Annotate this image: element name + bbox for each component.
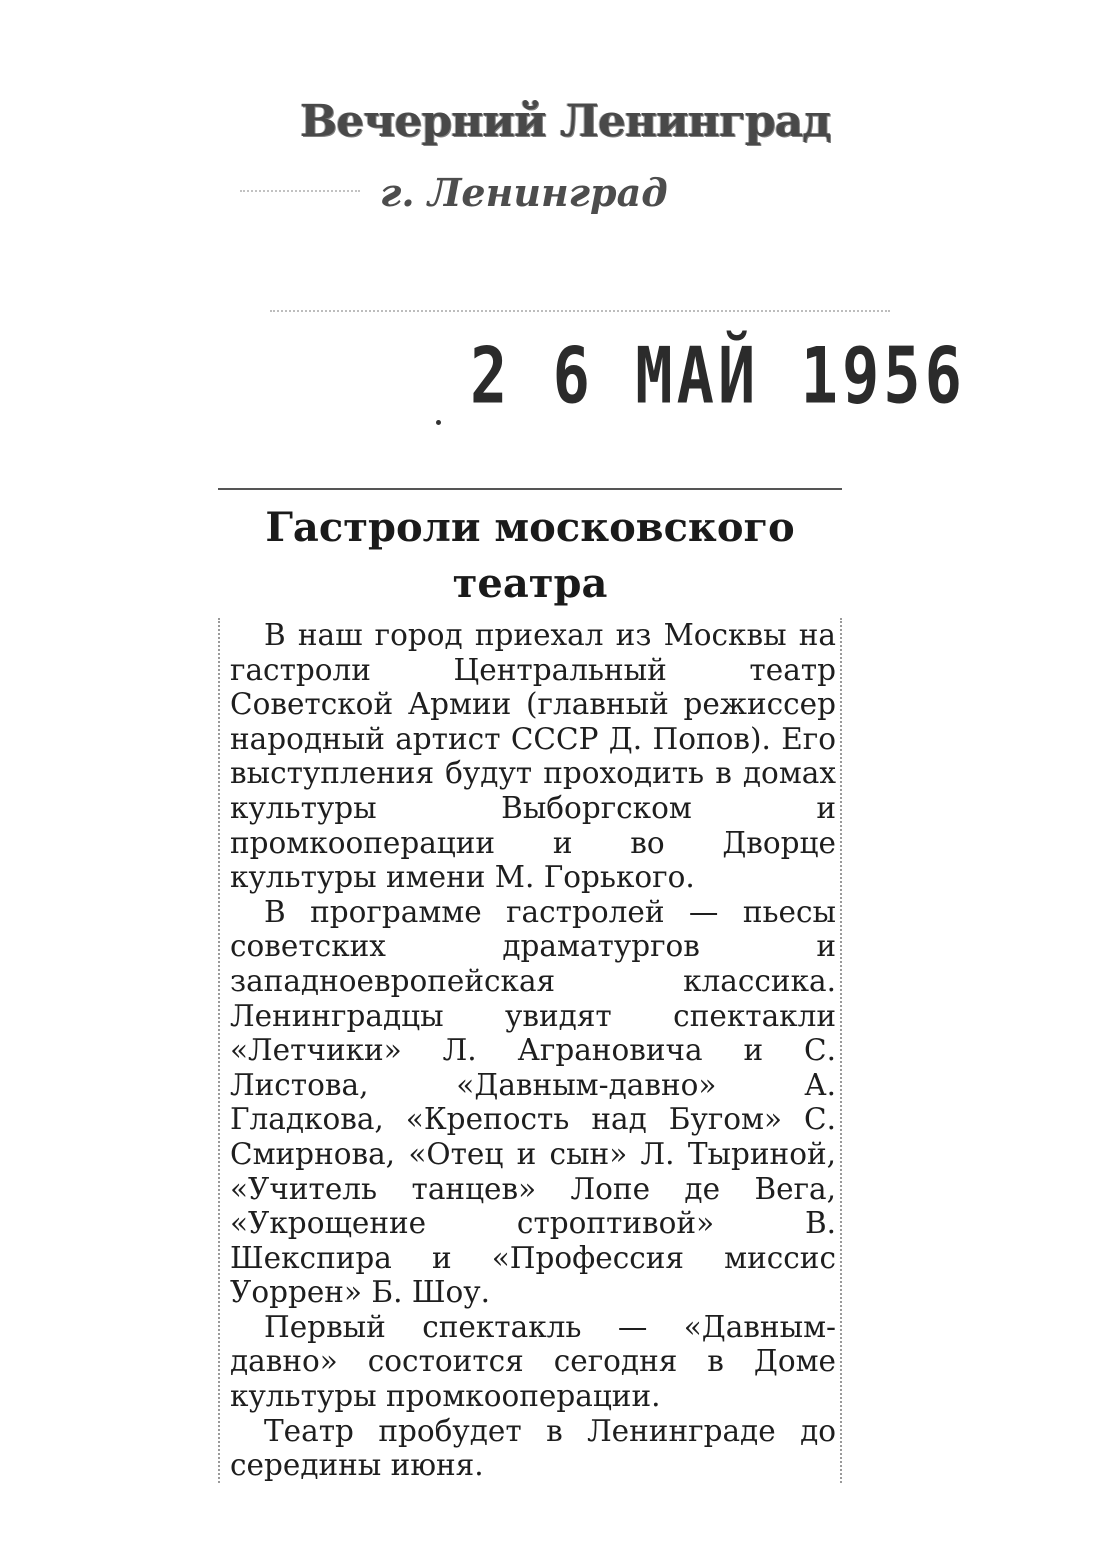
- ink-dot: [436, 420, 441, 425]
- paragraph-3: Первый спектакль — «Давным-давно» состоится сегодня в Доме культуры промкооперации.: [230, 1309, 836, 1414]
- article-headline: [218, 500, 842, 612]
- newspaper-city: г. Ленинград: [380, 170, 668, 215]
- article-top-rule: [218, 488, 842, 490]
- stamp-smudge: [240, 150, 360, 192]
- headline-line-1: Гастроли московского: [265, 504, 795, 551]
- article-body: [218, 618, 842, 1483]
- paragraph-2: В программе гастролей — пьесы советских драматургов и западноевропейская классика. Ленинградцы увидят спектакли «Летчики» Л. Аграновича и С. Листова, «Давным-давно» А. Гладкова, «Крепость над Бугом» С. Смирнова, «Отец и сын» Л. Тыриной, «Учитель танцев» Лопе де Вега, «Укрощение строптивой» В. Шекспира и «Профессия миссис Уоррен» Б. Шоу.: [230, 894, 836, 1310]
- headline-line-2: театра: [452, 560, 608, 607]
- date-stamp: 2 6 МАЙ 1956: [470, 330, 966, 422]
- newspaper-name: Вечерний Ленинград: [300, 96, 831, 147]
- paragraph-4: Театр пробудет в Ленинграде до середины июня.: [230, 1413, 836, 1483]
- article: [218, 500, 842, 1483]
- paragraph-1: В наш город приехал из Москвы на гастроли Центральный театр Советской Армии (главный режиссер народный артист СССР Д. Попов). Его выступления будут проходить в домах культуры Выборгском и промкооперации и во Дворце культуры имени М. Горького.: [230, 618, 836, 895]
- date-dotted-line: [270, 310, 890, 312]
